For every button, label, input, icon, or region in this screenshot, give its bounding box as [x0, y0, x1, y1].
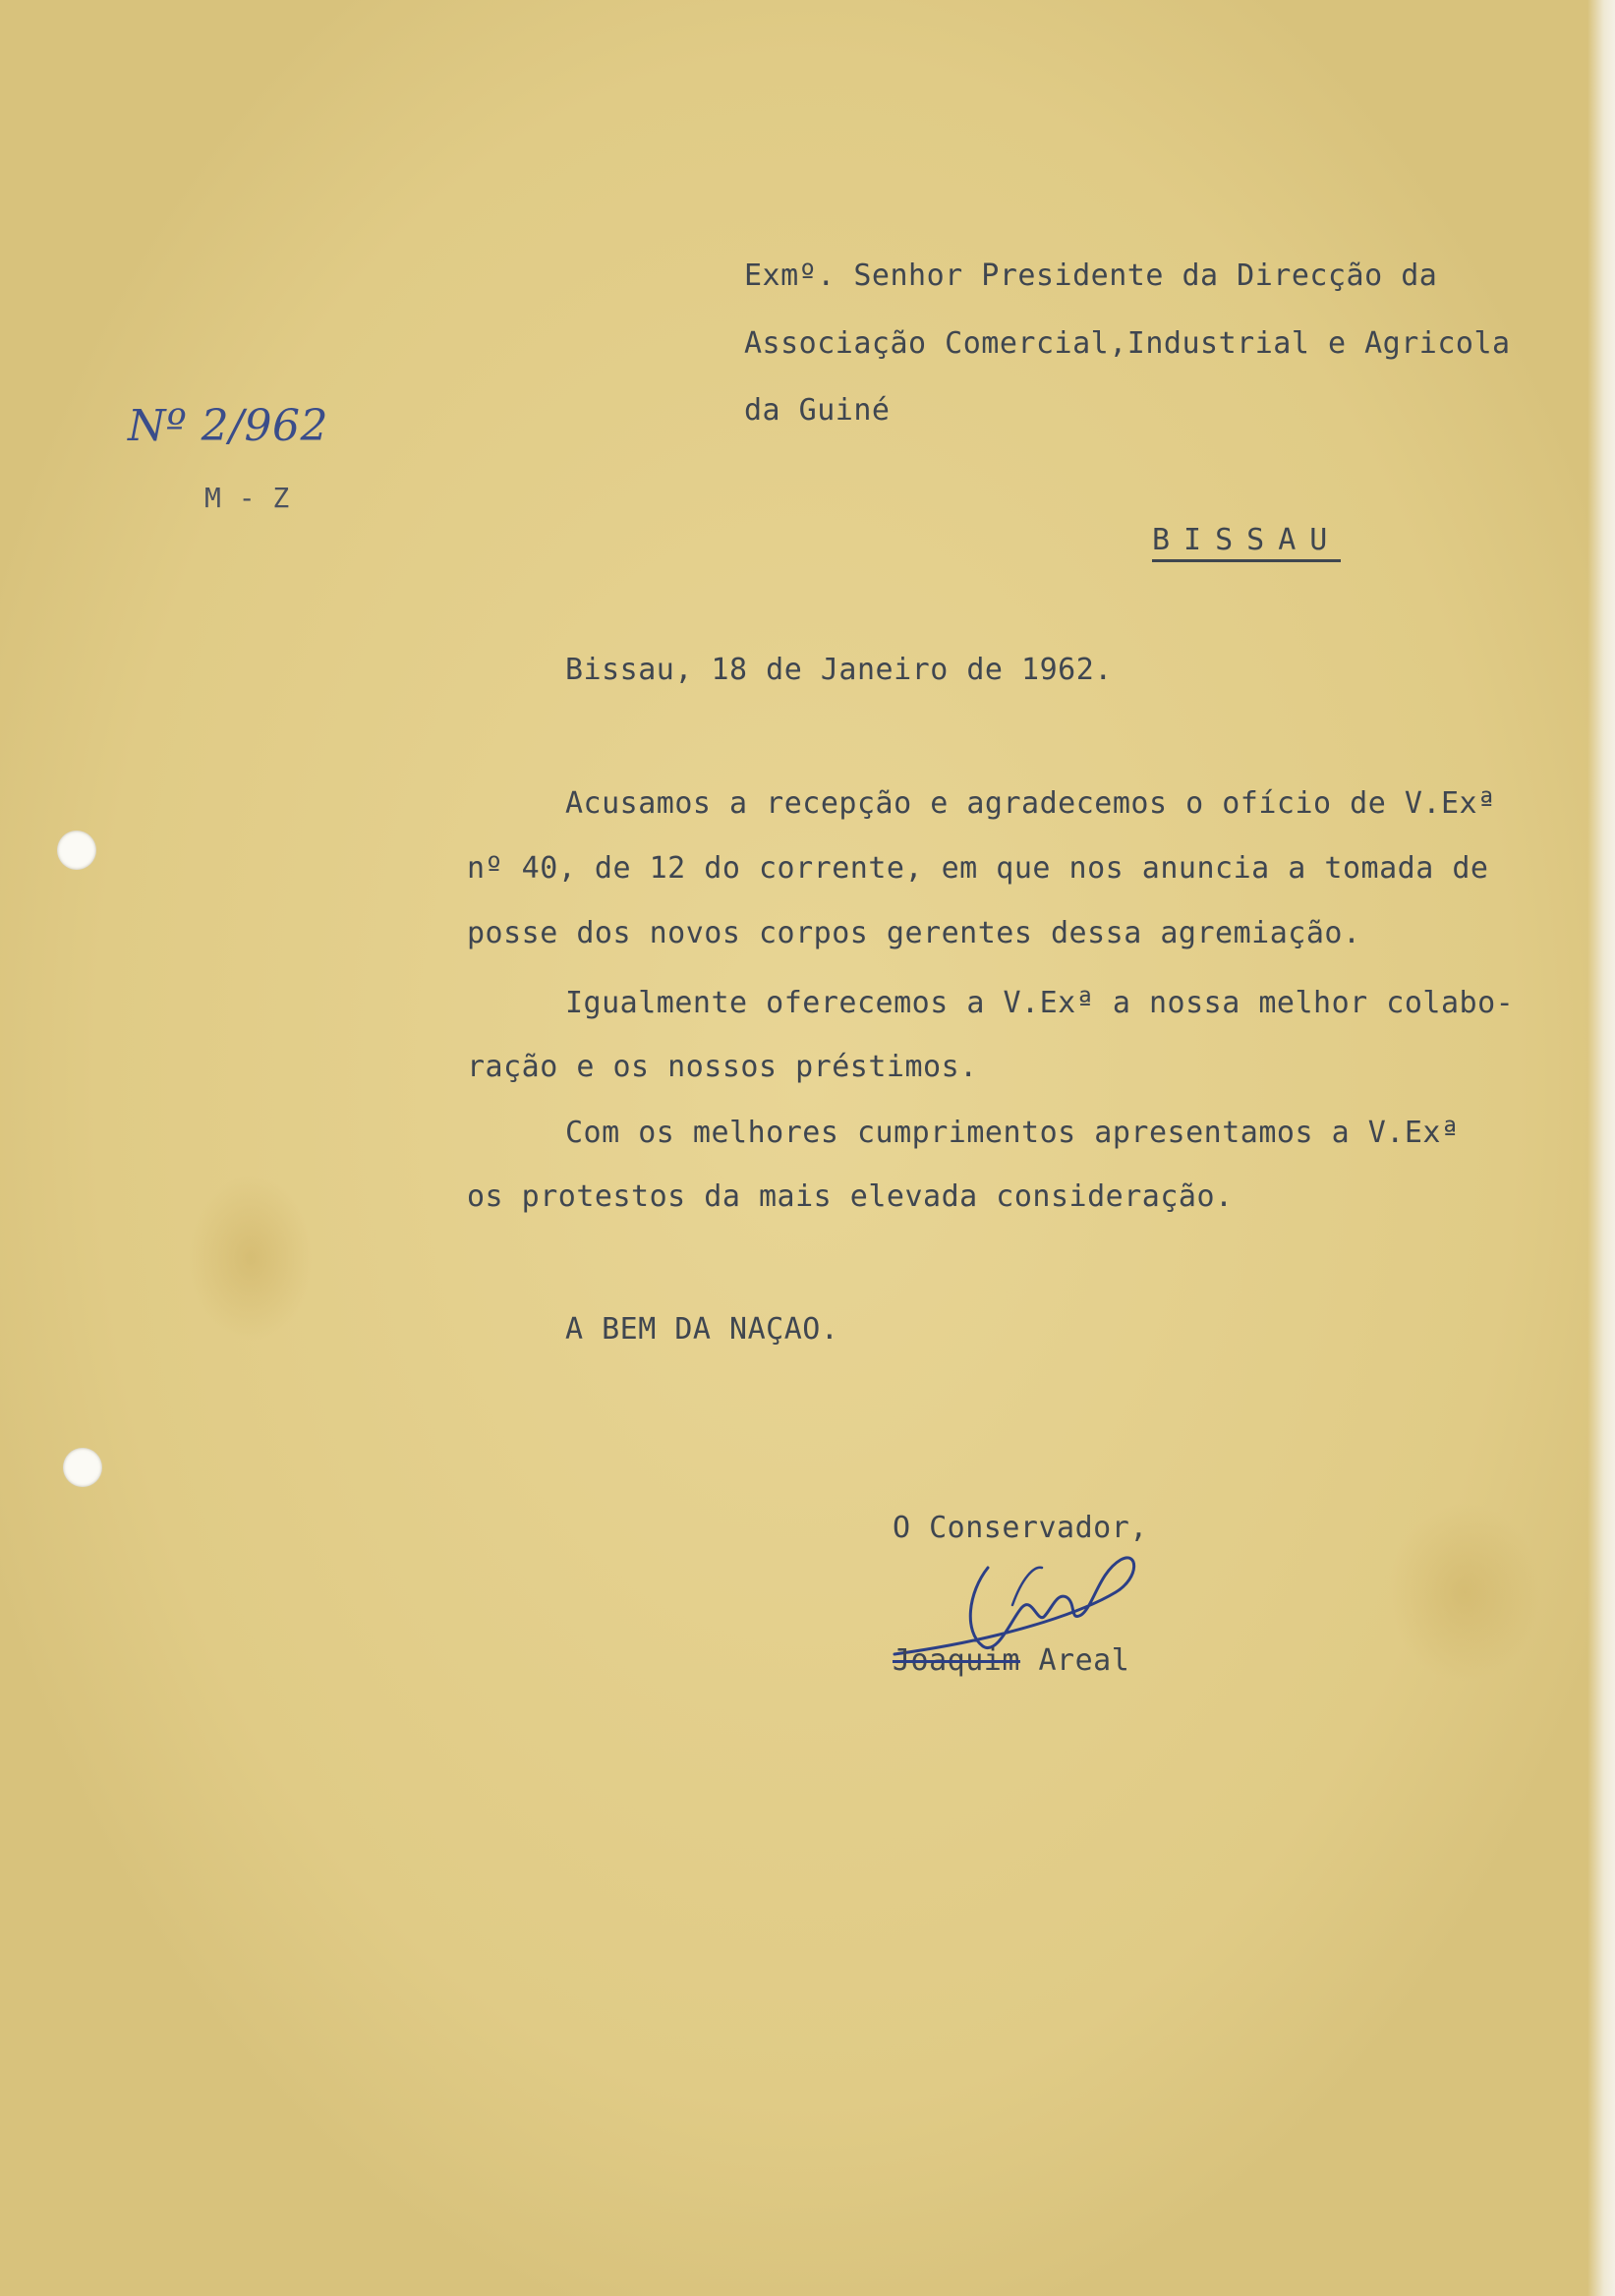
body-paragraph-1-line-1: Acusamos a recepção e agradecemos o ofício de V.Exª	[565, 786, 1496, 821]
paper-edge	[1587, 0, 1615, 2296]
body-paragraph-3-line-2: os protestos da mais elevada consideração.	[467, 1179, 1234, 1214]
reference-initials: M - Z	[204, 482, 290, 514]
signatory-last-name: Areal	[1038, 1643, 1130, 1678]
addressee-city: BISSAU	[1152, 523, 1341, 562]
date-line: Bissau, 18 de Janeiro de 1962.	[565, 653, 1113, 687]
addressee-line-1: Exmº. Senhor Presidente da Direcção da	[744, 258, 1438, 293]
signature-title: O Conservador,	[893, 1511, 1148, 1545]
signatory-name	[893, 1643, 1129, 1678]
punch-hole-bottom	[63, 1448, 102, 1487]
handwritten-reference-number: Nº 2/962	[128, 401, 328, 451]
body-paragraph-3-line-1: Com os melhores cumprimentos apresentamos a V.Exª	[565, 1116, 1460, 1150]
body-paragraph-2-line-2: ração e os nossos préstimos.	[467, 1050, 978, 1084]
punch-hole-top	[57, 831, 96, 870]
body-paragraph-1-line-2: nº 40, de 12 do corrente, em que nos anuncia a tomada de	[467, 851, 1489, 886]
body-paragraph-2-line-1: Igualmente oferecemos a V.Exª a nossa melhor colabo-	[565, 986, 1515, 1020]
addressee-line-3: da Guiné	[744, 393, 891, 428]
signatory-first-name: Joaquim	[893, 1643, 1020, 1678]
body-paragraph-1-line-3: posse dos novos corpos gerentes dessa agremiação.	[467, 916, 1361, 950]
addressee-line-2: Associação Comercial,Industrial e Agricola	[744, 326, 1511, 361]
closing-formula: A BEM DA NAÇAO.	[565, 1312, 839, 1347]
